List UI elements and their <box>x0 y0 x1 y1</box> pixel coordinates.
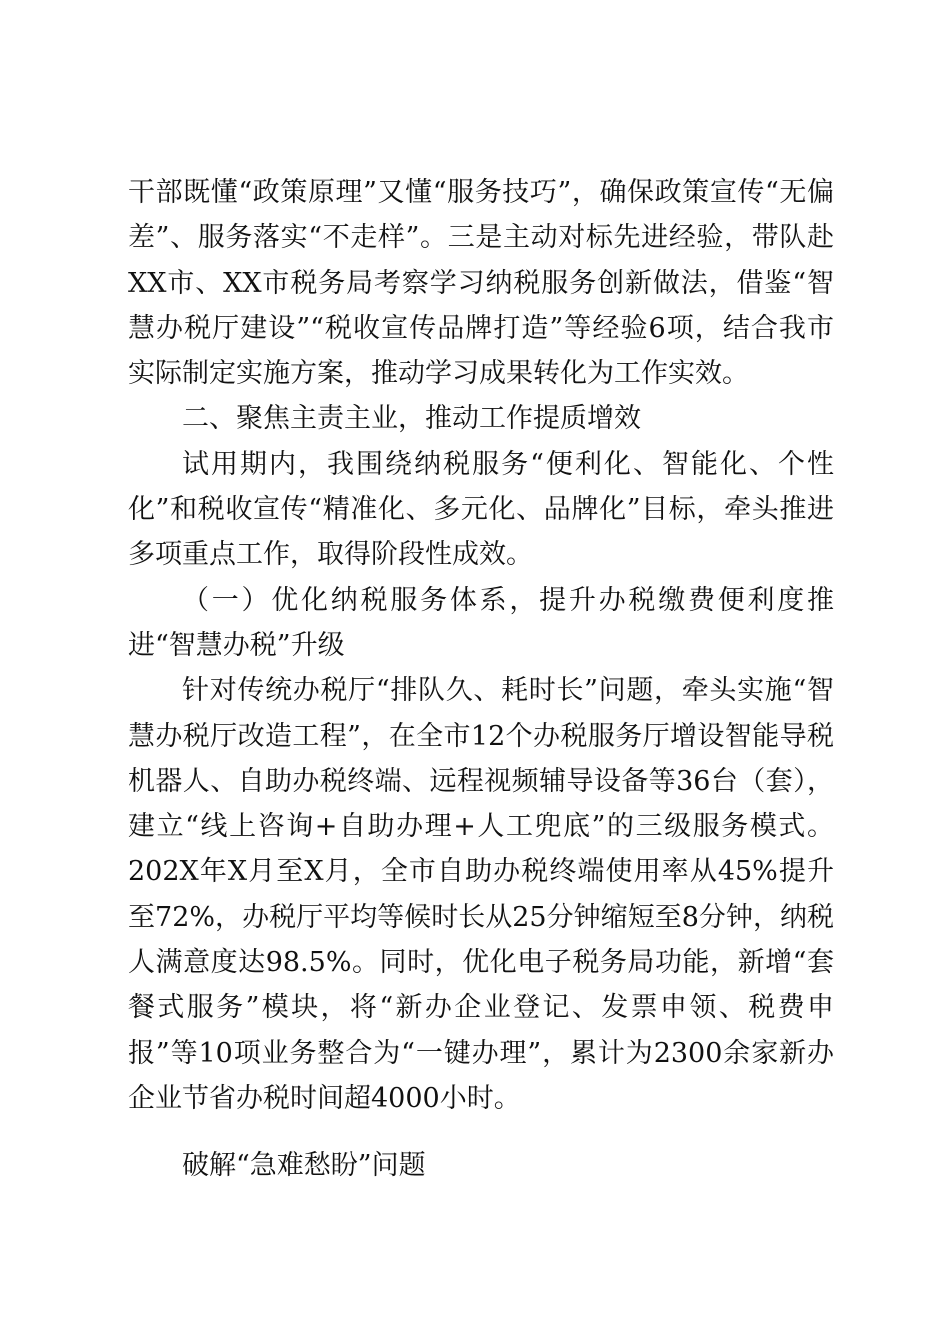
document-body <box>128 170 834 1189</box>
paragraph-intro: 试用期内，我围绕纳税服务“便利化、智能化、个性化”和税收宣传“精准化、多元化、品牌化”目标，牵头推进多项重点工作，取得阶段性成效。 <box>128 448 834 571</box>
paragraph-urgent-issues: 破解“急难愁盼”问题 <box>182 1150 426 1182</box>
section-heading-2: 二、聚焦主责主业，推动工作提质增效 <box>182 403 641 435</box>
subsection-heading-1: （一）优化纳税服务体系，提升办税缴费便利度推进“智慧办税”升级 <box>128 584 834 661</box>
paragraph-smart-tax: 针对传统办税厅“排队久、耗时长”问题，牵头实施“智慧办税厅改造工程”，在全市12个办税服务厅增设智能导税机器人、自助办税终端、远程视频辅导设备等36台（套），建立“线上咨询+自助办理+人工兜底”的三级服务模式。202X年X月至X月，全市自助办税终端使用率从45%提升至72%，办税厅平均等候时长从25分钟缩短至8分钟，纳税人满意度达98.5%。同时，优化电子税务局功能，新增“套餐式服务”模块，将“新办企业登记、发票申领、税费申报”等10项业务整合为“一键办理”，累计为2300余家新办企业节省办税时间超4000小时。 <box>128 675 834 1114</box>
paragraph-continuation: 干部既懂“政策原理”又懂“服务技巧”，确保政策宣传“无偏差”、服务落实“不走样”。三是主动对标先进经验，带队赴XX市、XX市税务局考察学习纳税服务创新做法，借鉴“智慧办税厅建设”“税收宣传品牌打造”等经验6项，结合我市实际制定实施方案，推动学习成果转化为工作实效。 <box>128 177 834 390</box>
